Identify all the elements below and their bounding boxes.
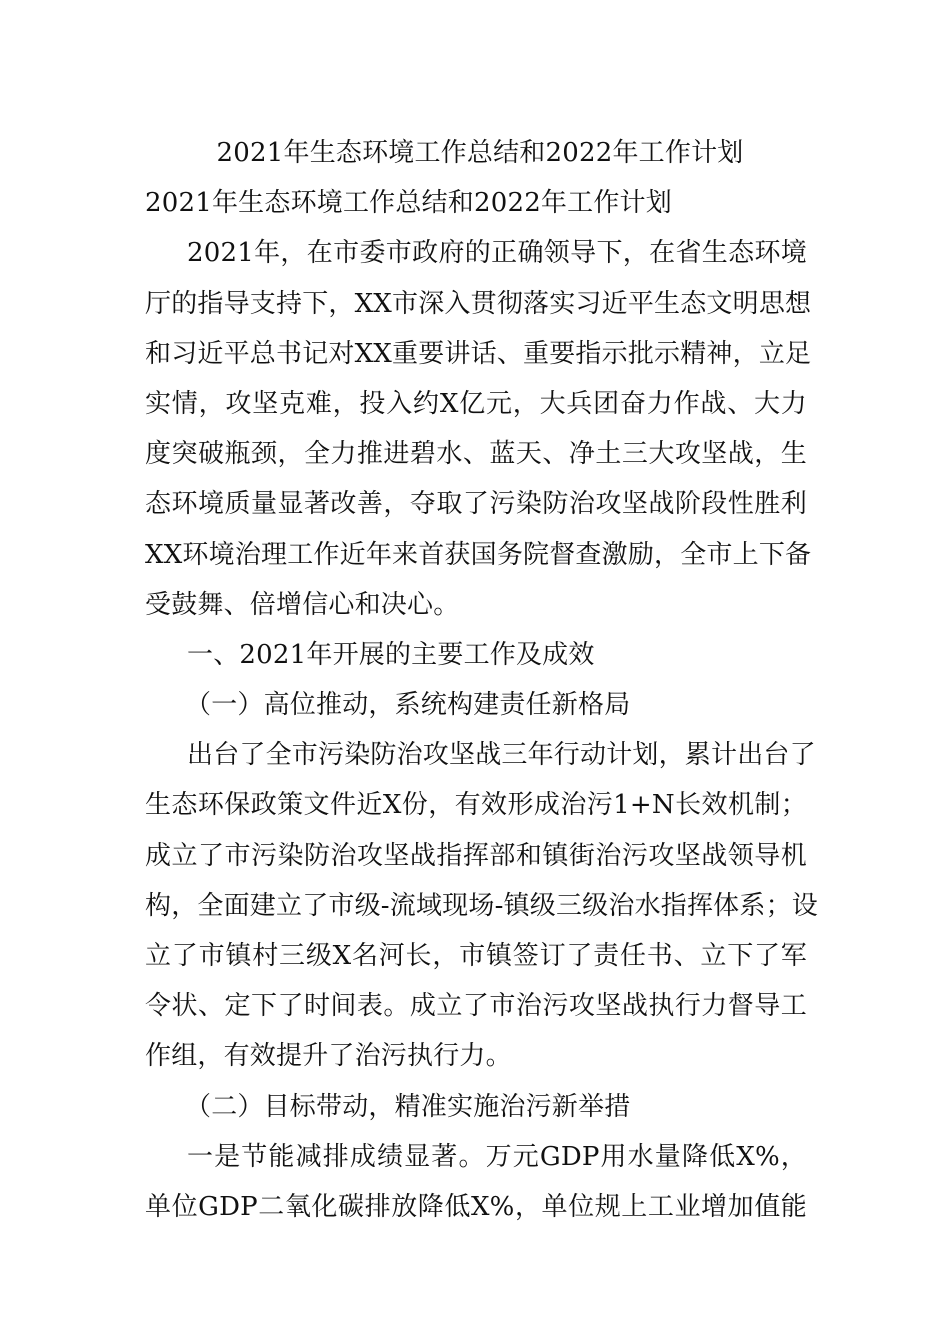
paragraph-line: 单位GDP二氧化碳排放降低X%，单位规上工业增加值能 xyxy=(145,1191,807,1222)
document-title: 2021年生态环境工作总结和2022年工作计划 xyxy=(216,138,744,168)
subsection-heading: （二）目标带动，精准实施治污新举措 xyxy=(185,1091,631,1122)
document-page xyxy=(145,128,818,1232)
paragraph-line: 出台了全市污染防治攻坚战三年行动计划，累计出台了 xyxy=(187,740,816,771)
paragraph-line: 2021年，在市委市政府的正确领导下，在省生态环境 xyxy=(187,238,807,269)
paragraph-responsibility xyxy=(145,730,818,1081)
paragraph-line: 一是节能减排成绩显著。万元GDP用水量降低X%， xyxy=(187,1141,807,1172)
paragraph-line: 和习近平总书记对XX重要讲话、重要指示批示精神，立足 xyxy=(145,338,812,369)
paragraph-line: 立了市镇村三级X名河长，市镇签订了责任书、立下了军 xyxy=(145,941,807,971)
document-subtitle: 2021年生态环境工作总结和2022年工作计划 xyxy=(145,188,672,219)
paragraph-line: 态环境质量显著改善，夺取了污染防治攻坚战阶段性胜利 xyxy=(145,489,807,520)
paragraph-line: 构，全面建立了市级-流域现场-镇级三级治水指挥体系；设 xyxy=(145,890,818,921)
paragraph-line: 作组，有效提升了治污执行力。 xyxy=(145,1041,512,1072)
paragraph-line: 度突破瓶颈，全力推进碧水、蓝天、净土三大攻坚战，生 xyxy=(145,439,807,470)
section-heading: 一、2021年开展的主要工作及成效 xyxy=(187,639,595,670)
paragraph-intro xyxy=(145,228,812,630)
paragraph-line: 令状、定下了时间表。成立了市治污攻坚战执行力督导工 xyxy=(145,991,807,1022)
subsection-heading: （一）高位推动，系统构建责任新格局 xyxy=(185,690,631,721)
paragraph-line: 厅的指导支持下，XX市深入贯彻落实习近平生态文明思想 xyxy=(145,288,812,319)
paragraph-line: 成立了市污染防治攻坚战指挥部和镇街治污攻坚战领导机 xyxy=(145,840,807,871)
paragraph-line: 实情，攻坚克难，投入约X亿元，大兵团奋力作战、大力 xyxy=(145,388,807,419)
paragraph-line: 生态环保政策文件近X份，有效形成治污1+N长效机制； xyxy=(145,790,807,821)
paragraph-line: 受鼓舞、倍增信心和决心。 xyxy=(145,589,460,620)
paragraph-line: XX环境治理工作近年来首获国务院督查激励，全市上下备 xyxy=(145,539,812,570)
paragraph-energy xyxy=(145,1132,807,1232)
